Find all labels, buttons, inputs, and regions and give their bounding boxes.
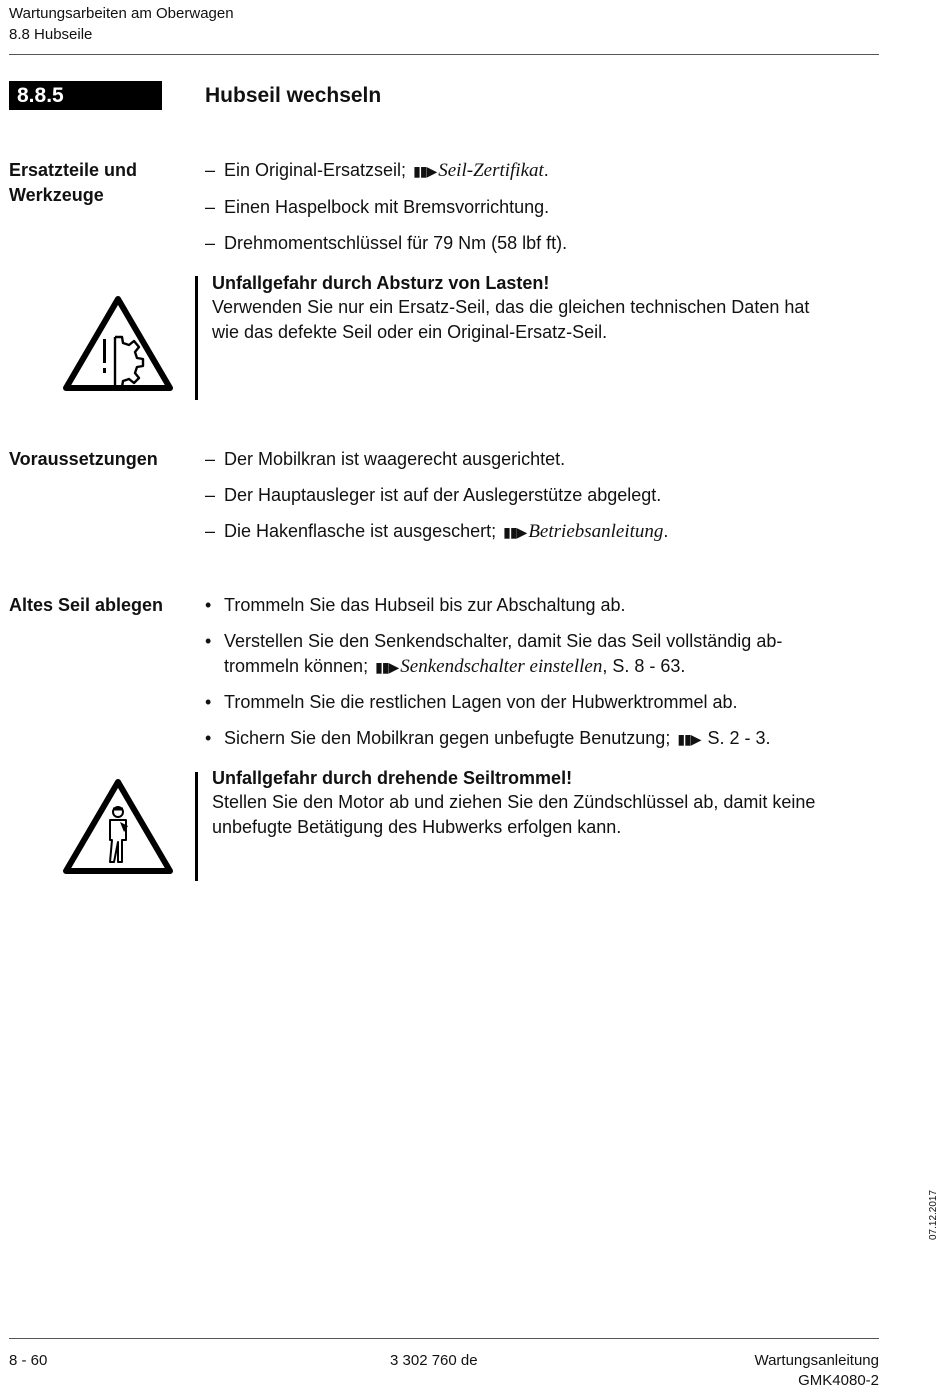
step-text: Trommeln Sie das Hubseil bis zur Abschaltung ab. bbox=[224, 595, 626, 615]
step-text: Trommeln Sie die restlichen Lagen von der Hubwerktrommel ab. bbox=[224, 692, 738, 712]
prereq-item bbox=[205, 483, 661, 508]
cross-reference-link[interactable]: S. 2 - 3. bbox=[702, 728, 771, 748]
list-marker: – bbox=[205, 197, 216, 217]
parts-item-text: Einen Haspelbock mit Bremsvorrichtung. bbox=[224, 197, 550, 217]
bullet-marker: • bbox=[205, 631, 212, 651]
parts-item bbox=[205, 231, 567, 256]
parts-item-tail: . bbox=[543, 160, 549, 180]
step-text-tail: , S. 8 - 63. bbox=[602, 656, 686, 676]
step-item bbox=[205, 629, 782, 681]
list-marker: – bbox=[205, 233, 216, 253]
warning-text-line: Verwenden Sie nur ein Ersatz-Seil, das die gleichen technischen Daten hat bbox=[212, 297, 810, 317]
page-number: 8 - 60 bbox=[9, 1352, 48, 1369]
cross-reference-arrow-icon: ▮▮▶ bbox=[677, 732, 701, 748]
cross-reference-link[interactable]: Seil-Zertifikat bbox=[438, 160, 544, 181]
warning-text bbox=[212, 790, 882, 840]
warning-title: Unfallgefahr durch Absturz von Lasten! bbox=[212, 273, 550, 293]
warning-text bbox=[212, 295, 882, 345]
parts-item-text: Ein Original-Ersatzseil; bbox=[224, 160, 412, 180]
parts-item bbox=[205, 158, 549, 185]
prereq-item-tail: . bbox=[663, 521, 669, 541]
model-name: GMK4080-2 bbox=[798, 1372, 879, 1389]
cross-reference-arrow-icon: ▮▮▶ bbox=[413, 164, 437, 180]
list-marker: – bbox=[205, 485, 216, 505]
step-item bbox=[205, 726, 771, 753]
list-marker: – bbox=[205, 160, 216, 180]
page-header bbox=[9, 3, 234, 45]
cross-reference-arrow-icon: ▮▮▶ bbox=[503, 525, 527, 541]
prereq-item-text: Die Hakenflasche ist ausgeschert; bbox=[224, 521, 502, 541]
prereq-item-text: Der Hauptausleger ist auf der Auslegerstütze abgelegt. bbox=[224, 485, 662, 505]
prereq-item-text: Der Mobilkran ist waagerecht ausgerichtet. bbox=[224, 449, 566, 469]
warning-triangle-gear-icon bbox=[60, 293, 176, 393]
parts-item-text: Drehmomentschlüssel für 79 Nm (58 lbf ft). bbox=[224, 233, 568, 253]
step-item bbox=[205, 690, 738, 715]
header-divider bbox=[9, 54, 879, 55]
warning-text-line: Stellen Sie den Motor ab und ziehen Sie den Zündschlüssel ab, damit keine bbox=[212, 792, 816, 812]
step-item bbox=[205, 593, 626, 618]
warning-title: Unfallgefahr durch drehende Seiltrommel! bbox=[212, 768, 573, 788]
parts-label-line1: Ersatzteile und bbox=[9, 160, 138, 180]
warning-bar bbox=[195, 772, 198, 881]
list-marker: – bbox=[205, 449, 216, 469]
cross-reference-link[interactable]: Senkendschalter einstellen bbox=[400, 656, 603, 677]
step-text-line: Verstellen Sie den Senkendschalter, damit Sie das Seil vollständig ab- bbox=[224, 631, 783, 651]
footer-manual bbox=[754, 1351, 879, 1391]
bullet-marker: • bbox=[205, 595, 212, 615]
parts-item bbox=[205, 195, 549, 220]
warning-text-line: wie das defekte Seil oder ein Original-Ersatz-Seil. bbox=[212, 322, 608, 342]
footer-divider bbox=[9, 1338, 879, 1339]
header-chapter: Wartungsarbeiten am Oberwagen bbox=[9, 5, 234, 22]
side-date: 07.12.2017 bbox=[928, 1189, 939, 1240]
steps-label: Altes Seil ablegen bbox=[9, 595, 164, 615]
warning-triangle-person-icon bbox=[60, 776, 176, 876]
warning-text-line: unbefugte Betätigung des Hubwerks erfolgen kann. bbox=[212, 817, 622, 837]
section-title: Hubseil wechseln bbox=[205, 84, 382, 107]
header-section: 8.8 Hubseile bbox=[9, 26, 93, 43]
bullet-marker: • bbox=[205, 692, 212, 712]
section-number: 8.8.5 bbox=[9, 81, 162, 110]
prereq-item bbox=[205, 447, 565, 472]
step-text-line: trommeln können; bbox=[224, 656, 374, 676]
prereq-item bbox=[205, 519, 668, 546]
prereq-label: Voraussetzungen bbox=[9, 449, 158, 469]
cross-reference-link[interactable]: Betriebsanleitung bbox=[528, 521, 664, 542]
manual-title: Wartungsanleitung bbox=[754, 1352, 879, 1369]
cross-reference-arrow-icon: ▮▮▶ bbox=[375, 660, 399, 676]
warning-bar bbox=[195, 276, 198, 400]
step-text: Sichern Sie den Mobilkran gegen unbefugte Benutzung; bbox=[224, 728, 676, 748]
parts-label-line2: Werkzeuge bbox=[9, 185, 104, 205]
bullet-marker: • bbox=[205, 728, 212, 748]
parts-label bbox=[9, 158, 137, 208]
doc-number: 3 302 760 de bbox=[390, 1352, 478, 1369]
list-marker: – bbox=[205, 521, 216, 541]
